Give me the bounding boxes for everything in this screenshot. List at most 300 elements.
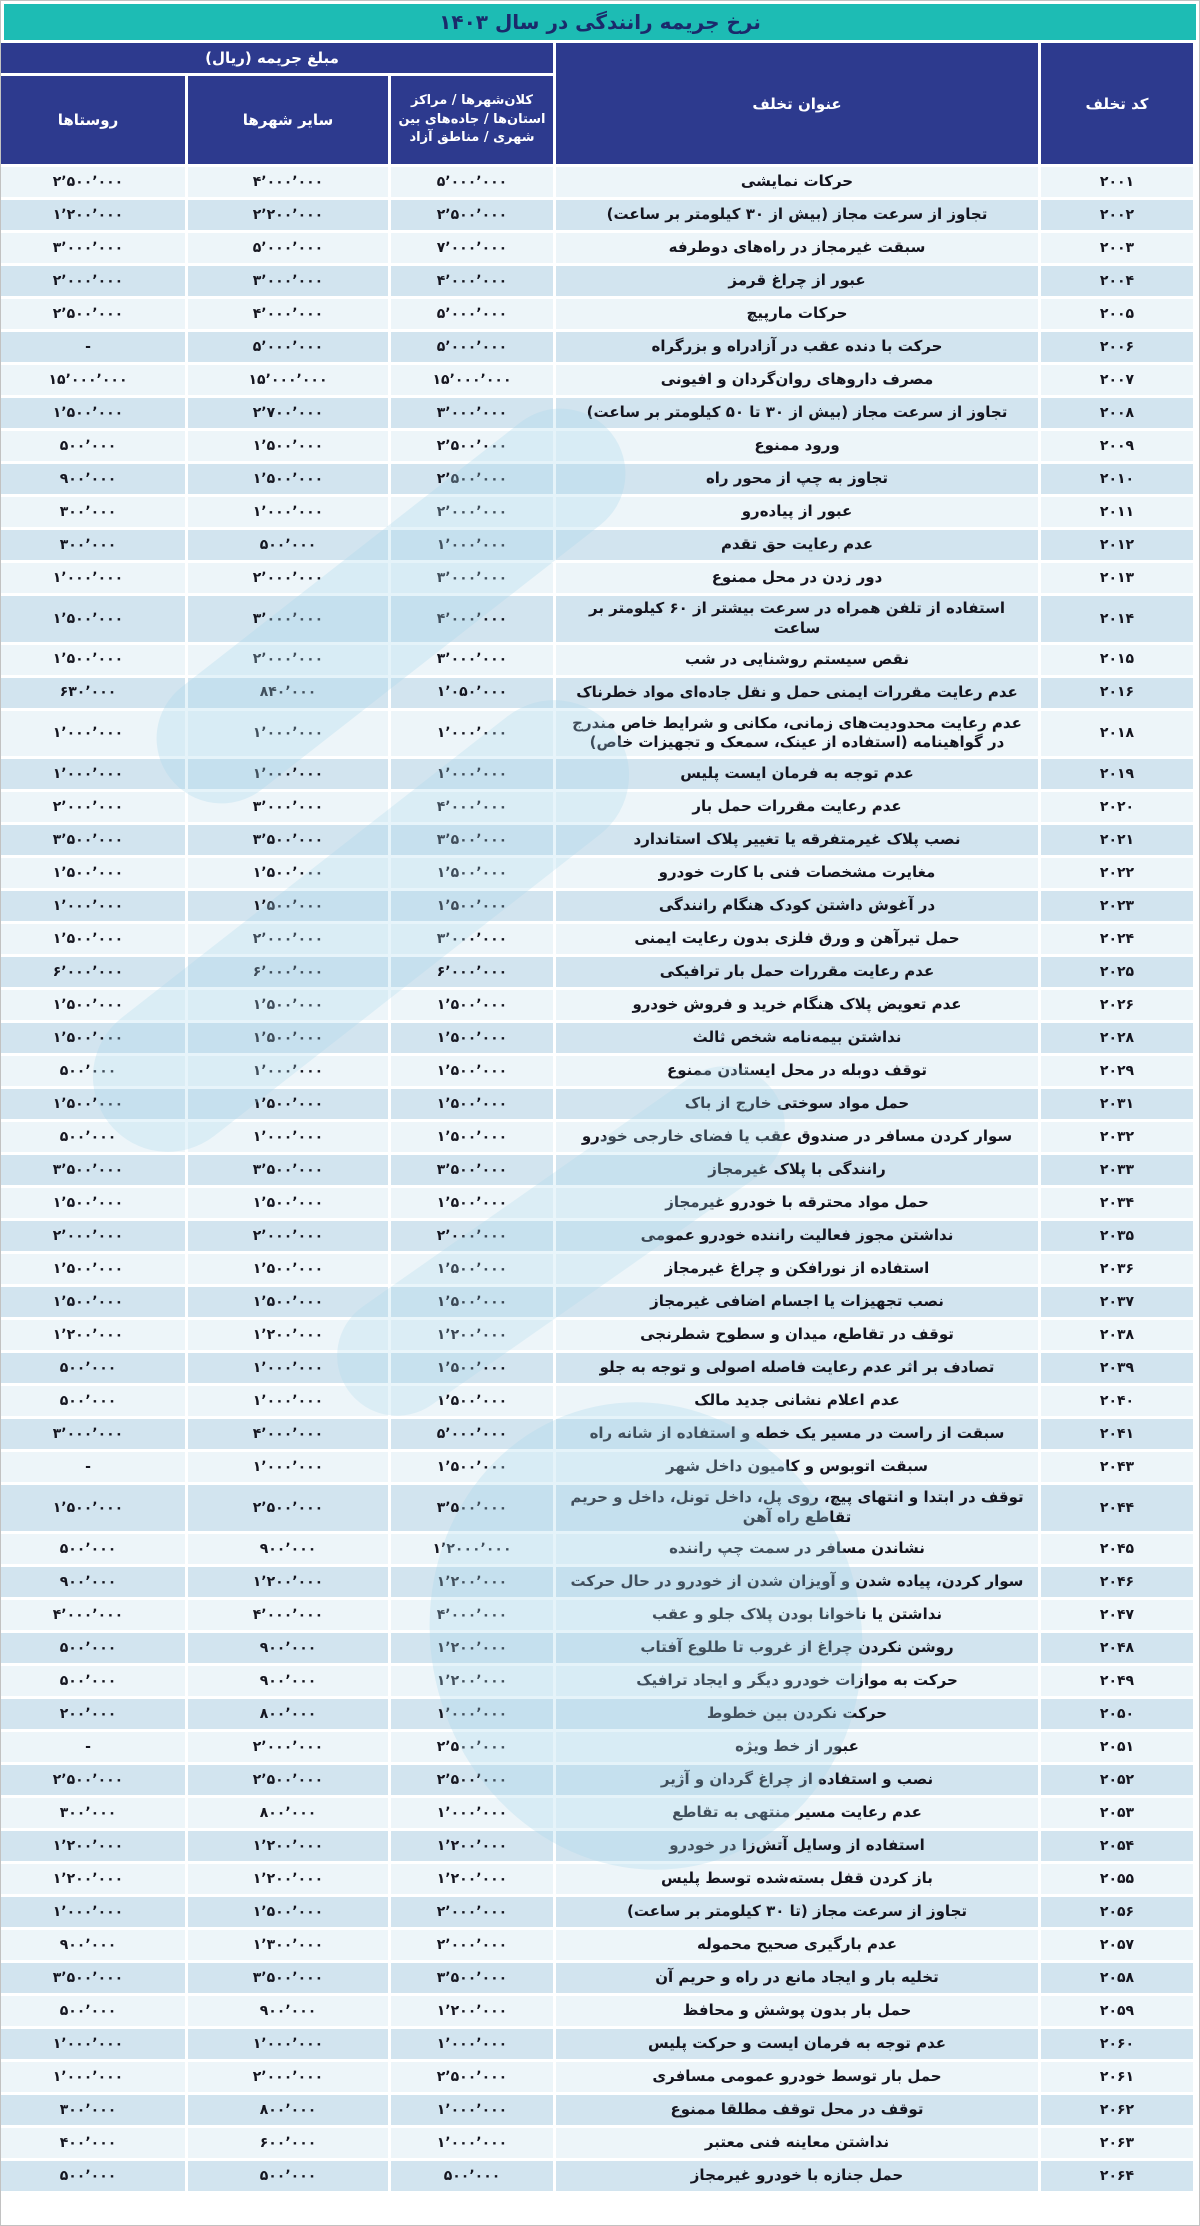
violation-title-cell: عدم تعویض پلاک هنگام خرید و فروش خودرو: [556, 990, 1038, 1020]
fine-villages-cell: ۱٬۰۰۰٬۰۰۰: [0, 563, 185, 593]
fine-metro-cell: ۱٬۵۰۰٬۰۰۰: [391, 1056, 553, 1086]
table-row: [0, 1765, 1193, 1795]
violation-code-cell: ۲۰۶۳: [1041, 2128, 1193, 2158]
violation-code-cell: ۲۰۵۸: [1041, 1963, 1193, 1993]
fine-villages-cell: ۲٬۵۰۰٬۰۰۰: [0, 167, 185, 197]
fine-metro-cell: ۱٬۰۵۰٬۰۰۰: [391, 678, 553, 708]
fine-villages-cell: ۱٬۰۰۰٬۰۰۰: [0, 1897, 185, 1927]
fine-other-cities-cell: ۱٬۰۰۰٬۰۰۰: [188, 2029, 388, 2059]
table-row: [0, 200, 1193, 230]
table-row: [0, 1732, 1193, 1762]
violation-code-cell: ۲۰۱۲: [1041, 530, 1193, 560]
fine-villages-cell: ۵۰۰٬۰۰۰: [0, 1996, 185, 2026]
violation-code-cell: ۲۰۲۵: [1041, 957, 1193, 987]
fine-other-cities-cell: ۵۰۰٬۰۰۰: [188, 2161, 388, 2191]
table-row: [0, 2095, 1193, 2125]
fine-villages-cell: ۱٬۵۰۰٬۰۰۰: [0, 1188, 185, 1218]
violation-title-cell: تخلیه بار و ایجاد مانع در راه و حریم آن: [556, 1963, 1038, 1993]
violation-code-cell: ۲۰۵۳: [1041, 1798, 1193, 1828]
violation-title-cell: سوار کردن مسافر در صندوق عقب یا فضای خارجی خودرو: [556, 1122, 1038, 1152]
table-row: [0, 1485, 1193, 1531]
fine-metro-cell: ۱٬۵۰۰٬۰۰۰: [391, 1287, 553, 1317]
fine-metro-cell: ۱٬۲۰۰٬۰۰۰: [391, 1567, 553, 1597]
fine-other-cities-cell: ۲٬۰۰۰٬۰۰۰: [188, 645, 388, 675]
table-row: [0, 233, 1193, 263]
fine-other-cities-cell: ۲٬۰۰۰٬۰۰۰: [188, 1221, 388, 1251]
table-header: [0, 43, 1193, 164]
fine-other-cities-cell: ۲٬۵۰۰٬۰۰۰: [188, 1485, 388, 1531]
fine-other-cities-cell: ۲٬۰۰۰٬۰۰۰: [188, 2062, 388, 2092]
fine-villages-cell: ۳٬۰۰۰٬۰۰۰: [0, 233, 185, 263]
violation-title-cell: رانندگی با پلاک غیرمجاز: [556, 1155, 1038, 1185]
table-row: [0, 792, 1193, 822]
table-row: [0, 1089, 1193, 1119]
violation-code-cell: ۲۰۶۲: [1041, 2095, 1193, 2125]
fines-table-body: [0, 167, 1193, 2191]
violation-code-cell: ۲۰۴۹: [1041, 1666, 1193, 1696]
table-row: [0, 1320, 1193, 1350]
fine-other-cities-cell: ۱٬۳۰۰٬۰۰۰: [188, 1930, 388, 1960]
violation-title-cell: نصب و استفاده از چراغ گردان و آژیر: [556, 1765, 1038, 1795]
violation-code-cell: ۲۰۰۱: [1041, 167, 1193, 197]
table-row: [0, 1600, 1193, 1630]
fine-metro-cell: ۱٬۰۰۰٬۰۰۰: [391, 530, 553, 560]
violation-code-cell: ۲۰۳۴: [1041, 1188, 1193, 1218]
table-row: [0, 1452, 1193, 1482]
fine-villages-cell: ۲٬۵۰۰٬۰۰۰: [0, 1765, 185, 1795]
table-row: [0, 759, 1193, 789]
page-title-bar: [4, 4, 1196, 40]
fine-villages-cell: ۵۰۰٬۰۰۰: [0, 1122, 185, 1152]
fine-metro-cell: ۳٬۵۰۰٬۰۰۰: [391, 1485, 553, 1531]
table-row: [0, 2029, 1193, 2059]
table-row: [0, 1633, 1193, 1663]
table-row: [0, 398, 1193, 428]
fine-metro-cell: ۵٬۰۰۰٬۰۰۰: [391, 1419, 553, 1449]
violation-code-cell: ۲۰۶۴: [1041, 2161, 1193, 2191]
violation-code-cell: ۲۰۲۴: [1041, 924, 1193, 954]
violation-code-cell: ۲۰۱۴: [1041, 596, 1193, 642]
violation-code-cell: ۲۰۲۶: [1041, 990, 1193, 1020]
table-row: [0, 299, 1193, 329]
fine-metro-cell: ۳٬۰۰۰٬۰۰۰: [391, 924, 553, 954]
fine-other-cities-cell: ۱٬۰۰۰٬۰۰۰: [188, 711, 388, 757]
fine-other-cities-cell: ۱٬۵۰۰٬۰۰۰: [188, 858, 388, 888]
fine-villages-cell: ۱٬۵۰۰٬۰۰۰: [0, 858, 185, 888]
fine-metro-cell: ۲٬۵۰۰٬۰۰۰: [391, 200, 553, 230]
violation-title-cell: عبور از خط ویژه: [556, 1732, 1038, 1762]
violation-title-cell: نداشتن بیمه‌نامه شخص ثالث: [556, 1023, 1038, 1053]
fine-metro-cell: ۲٬۵۰۰٬۰۰۰: [391, 431, 553, 461]
fine-other-cities-cell: ۲٬۲۰۰٬۰۰۰: [188, 200, 388, 230]
violation-code-cell: ۲۰۰۳: [1041, 233, 1193, 263]
table-row: [0, 1699, 1193, 1729]
fine-other-cities-cell: ۸۰۰٬۰۰۰: [188, 2095, 388, 2125]
violation-title-cell: عدم رعایت حق تقدم: [556, 530, 1038, 560]
fine-other-cities-cell: ۱٬۲۰۰٬۰۰۰: [188, 1320, 388, 1350]
fine-other-cities-cell: ۴٬۰۰۰٬۰۰۰: [188, 167, 388, 197]
table-row: [0, 497, 1193, 527]
table-row: [0, 563, 1193, 593]
violation-title-cell: عدم توجه به فرمان ایست و حرکت پلیس: [556, 2029, 1038, 2059]
violation-title-cell: حمل تیرآهن و ورق فلزی بدون رعایت ایمنی: [556, 924, 1038, 954]
violation-code-cell: ۲۰۶۱: [1041, 2062, 1193, 2092]
fine-metro-cell: ۱۵٬۰۰۰٬۰۰۰: [391, 365, 553, 395]
table-row: [0, 1287, 1193, 1317]
violation-title-cell: عدم رعایت مقررات حمل بار ترافیکی: [556, 957, 1038, 987]
violation-title-cell: تصادف بر اثر عدم رعایت فاصله اصولی و توجه به جلو: [556, 1353, 1038, 1383]
fine-other-cities-cell: ۲٬۰۰۰٬۰۰۰: [188, 563, 388, 593]
fine-metro-cell: ۱٬۵۰۰٬۰۰۰: [391, 1122, 553, 1152]
fine-metro-cell: ۱٬۲۰۰٬۰۰۰: [391, 1831, 553, 1861]
table-row: [0, 365, 1193, 395]
fine-other-cities-cell: ۹۰۰٬۰۰۰: [188, 1996, 388, 2026]
fine-other-cities-cell: ۳٬۰۰۰٬۰۰۰: [188, 596, 388, 642]
fine-villages-cell: ۱٬۲۰۰٬۰۰۰: [0, 200, 185, 230]
violation-code-cell: ۲۰۴۸: [1041, 1633, 1193, 1663]
table-row: [0, 1666, 1193, 1696]
violation-title-cell: عدم اعلام نشانی جدید مالک: [556, 1386, 1038, 1416]
table-row: [0, 266, 1193, 296]
violation-code-cell: ۲۰۳۵: [1041, 1221, 1193, 1251]
violation-code-cell: ۲۰۴۴: [1041, 1485, 1193, 1531]
fine-villages-cell: ۳٬۵۰۰٬۰۰۰: [0, 1155, 185, 1185]
table-row: [0, 1930, 1193, 1960]
violation-code-cell: ۲۰۳۷: [1041, 1287, 1193, 1317]
violation-title-cell: توقف در تقاطع، میدان و سطوح شطرنجی: [556, 1320, 1038, 1350]
violation-title-cell: استفاده از تلفن همراه در سرعت بیشتر از ۶۰ کیلومتر بر ساعت: [556, 596, 1038, 642]
fine-villages-cell: ۳۰۰٬۰۰۰: [0, 497, 185, 527]
table-row: [0, 1188, 1193, 1218]
violation-title-cell: حرکات نمایشی: [556, 167, 1038, 197]
fine-metro-cell: ۱٬۲۰۰۰٬۰۰۰: [391, 1534, 553, 1564]
fine-villages-cell: -: [0, 1452, 185, 1482]
fine-other-cities-cell: ۱٬۵۰۰٬۰۰۰: [188, 1188, 388, 1218]
violation-title-cell: دور زدن در محل ممنوع: [556, 563, 1038, 593]
fine-other-cities-cell: ۹۰۰٬۰۰۰: [188, 1666, 388, 1696]
violation-title-cell: سبقت از راست در مسیر یک خطه و استفاده از شانه راه: [556, 1419, 1038, 1449]
violation-title-cell: نصب تجهیزات یا اجسام اضافی غیرمجاز: [556, 1287, 1038, 1317]
table-row: [0, 2161, 1193, 2191]
fine-villages-cell: ۳۰۰٬۰۰۰: [0, 1798, 185, 1828]
violation-code-cell: ۲۰۵۲: [1041, 1765, 1193, 1795]
fine-villages-cell: ۳۰۰٬۰۰۰: [0, 530, 185, 560]
violation-title-cell: عدم بارگیری صحیح محموله: [556, 1930, 1038, 1960]
violation-code-cell: ۲۰۱۹: [1041, 759, 1193, 789]
fine-metro-cell: ۱٬۵۰۰٬۰۰۰: [391, 1254, 553, 1284]
violation-code-cell: ۲۰۰۸: [1041, 398, 1193, 428]
fine-villages-cell: ۱٬۵۰۰٬۰۰۰: [0, 645, 185, 675]
violation-code-cell: ۲۰۰۲: [1041, 200, 1193, 230]
column-header-villages: روستاها: [0, 76, 185, 164]
fine-metro-cell: ۳٬۰۰۰٬۰۰۰: [391, 398, 553, 428]
fine-other-cities-cell: ۱٬۲۰۰٬۰۰۰: [188, 1864, 388, 1894]
violation-code-cell: ۲۰۳۳: [1041, 1155, 1193, 1185]
fine-metro-cell: ۴٬۰۰۰٬۰۰۰: [391, 792, 553, 822]
violation-title-cell: عدم رعایت مقررات ایمنی حمل و نقل جاده‌ای مواد خطرناک: [556, 678, 1038, 708]
fine-villages-cell: ۳۰۰٬۰۰۰: [0, 2095, 185, 2125]
fine-metro-cell: ۶٬۰۰۰٬۰۰۰: [391, 957, 553, 987]
violation-title-cell: عدم رعایت مقررات حمل بار: [556, 792, 1038, 822]
violation-code-cell: ۲۰۲۹: [1041, 1056, 1193, 1086]
violation-title-cell: نداشتن یا ناخوانا بودن پلاک جلو و عقب: [556, 1600, 1038, 1630]
fine-other-cities-cell: ۴٬۰۰۰٬۰۰۰: [188, 1419, 388, 1449]
table-row: [0, 332, 1193, 362]
violation-code-cell: ۲۰۴۳: [1041, 1452, 1193, 1482]
violation-code-cell: ۲۰۳۲: [1041, 1122, 1193, 1152]
violation-title-cell: سبقت اتوبوس و کامیون داخل شهر: [556, 1452, 1038, 1482]
fine-villages-cell: ۹۰۰٬۰۰۰: [0, 1567, 185, 1597]
fine-metro-cell: ۵٬۰۰۰٬۰۰۰: [391, 332, 553, 362]
violation-code-cell: ۲۰۴۵: [1041, 1534, 1193, 1564]
fine-villages-cell: ۱٬۵۰۰٬۰۰۰: [0, 924, 185, 954]
table-row: [0, 678, 1193, 708]
violation-code-cell: ۲۰۴۰: [1041, 1386, 1193, 1416]
fine-villages-cell: ۲٬۰۰۰٬۰۰۰: [0, 266, 185, 296]
fine-metro-cell: ۱٬۵۰۰٬۰۰۰: [391, 891, 553, 921]
fine-metro-cell: ۱٬۰۰۰٬۰۰۰: [391, 2095, 553, 2125]
fine-metro-cell: ۳٬۵۰۰٬۰۰۰: [391, 1963, 553, 1993]
violation-title-cell: تجاوز از سرعت مجاز (بیش از ۳۰ کیلومتر بر ساعت): [556, 200, 1038, 230]
fine-metro-cell: ۲٬۵۰۰٬۰۰۰: [391, 2062, 553, 2092]
fine-other-cities-cell: ۵٬۰۰۰٬۰۰۰: [188, 332, 388, 362]
violation-title-cell: تجاوز از سرعت مجاز (تا ۳۰ کیلومتر بر ساعت): [556, 1897, 1038, 1927]
fine-other-cities-cell: ۱٬۵۰۰٬۰۰۰: [188, 891, 388, 921]
fine-villages-cell: ۳٬۰۰۰٬۰۰۰: [0, 1419, 185, 1449]
fine-villages-cell: ۱٬۲۰۰٬۰۰۰: [0, 1831, 185, 1861]
fine-other-cities-cell: ۱٬۵۰۰٬۰۰۰: [188, 1089, 388, 1119]
violation-title-cell: در آغوش داشتن کودک هنگام رانندگی: [556, 891, 1038, 921]
fine-metro-cell: ۱٬۵۰۰٬۰۰۰: [391, 1386, 553, 1416]
fine-metro-cell: ۱٬۰۰۰٬۰۰۰: [391, 1798, 553, 1828]
fine-villages-cell: ۱٬۵۰۰٬۰۰۰: [0, 1485, 185, 1531]
fine-other-cities-cell: ۴٬۰۰۰٬۰۰۰: [188, 1600, 388, 1630]
fine-villages-cell: ۱٬۰۰۰٬۰۰۰: [0, 2029, 185, 2059]
violation-code-cell: ۲۰۵۴: [1041, 1831, 1193, 1861]
column-header-metro-areas: کلان‌شهرها / مراکز استان‌ها / جاده‌های بین شهری / مناطق آزاد: [391, 76, 553, 164]
table-row: [0, 596, 1193, 642]
violation-title-cell: استفاده از نورافکن و چراغ غیرمجاز: [556, 1254, 1038, 1284]
fine-other-cities-cell: ۵۰۰٬۰۰۰: [188, 530, 388, 560]
violation-title-cell: عدم توجه به فرمان ایست پلیس: [556, 759, 1038, 789]
table-row: [0, 891, 1193, 921]
violation-title-cell: سبقت غیرمجاز در راه‌های دوطرفه: [556, 233, 1038, 263]
fine-other-cities-cell: ۳٬۵۰۰٬۰۰۰: [188, 1963, 388, 1993]
violation-code-cell: ۲۰۴۷: [1041, 1600, 1193, 1630]
table-row: [0, 1419, 1193, 1449]
table-row: [0, 645, 1193, 675]
violation-code-cell: ۲۰۲۳: [1041, 891, 1193, 921]
violation-title-cell: روشن نکردن چراغ از غروب تا طلوع آفتاب: [556, 1633, 1038, 1663]
violation-title-cell: استفاده از وسایل آتش‌زا در خودرو: [556, 1831, 1038, 1861]
fine-villages-cell: ۶٬۰۰۰٬۰۰۰: [0, 957, 185, 987]
fine-villages-cell: ۵۰۰٬۰۰۰: [0, 1534, 185, 1564]
violation-title-cell: عبور از چراغ قرمز: [556, 266, 1038, 296]
fine-other-cities-cell: ۱٬۰۰۰٬۰۰۰: [188, 1386, 388, 1416]
fine-metro-cell: ۱٬۵۰۰٬۰۰۰: [391, 1452, 553, 1482]
fine-villages-cell: ۹۰۰٬۰۰۰: [0, 464, 185, 494]
table-row: [0, 1122, 1193, 1152]
violation-title-cell: سوار کردن، پیاده شدن و آویزان شدن از خودرو در حال حرکت: [556, 1567, 1038, 1597]
fine-other-cities-cell: ۲٬۰۰۰٬۰۰۰: [188, 1732, 388, 1762]
table-row: [0, 711, 1193, 757]
fine-villages-cell: ۱٬۵۰۰٬۰۰۰: [0, 990, 185, 1020]
fine-other-cities-cell: ۱٬۵۰۰٬۰۰۰: [188, 1023, 388, 1053]
fine-other-cities-cell: ۳٬۵۰۰٬۰۰۰: [188, 825, 388, 855]
fine-villages-cell: -: [0, 332, 185, 362]
violation-code-cell: ۲۰۲۲: [1041, 858, 1193, 888]
violation-code-cell: ۲۰۵۹: [1041, 1996, 1193, 2026]
fine-metro-cell: ۴٬۰۰۰٬۰۰۰: [391, 266, 553, 296]
fine-metro-cell: ۳٬۰۰۰٬۰۰۰: [391, 645, 553, 675]
fine-other-cities-cell: ۹۰۰٬۰۰۰: [188, 1534, 388, 1564]
table-row: [0, 924, 1193, 954]
table-row: [0, 464, 1193, 494]
violation-title-cell: تجاوز به چپ از محور راه: [556, 464, 1038, 494]
fine-metro-cell: ۲٬۵۰۰٬۰۰۰: [391, 1765, 553, 1795]
fine-other-cities-cell: ۱٬۵۰۰٬۰۰۰: [188, 431, 388, 461]
violation-title-cell: توقف در ابتدا و انتهای پیچ، روی پل، داخل تونل، داخل و حریم تقاطع راه آهن: [556, 1485, 1038, 1531]
table-row: [0, 431, 1193, 461]
fine-villages-cell: ۱٬۰۰۰٬۰۰۰: [0, 711, 185, 757]
violation-title-cell: عدم رعایت مسیر منتهی به تقاطع: [556, 1798, 1038, 1828]
fine-other-cities-cell: ۱٬۵۰۰٬۰۰۰: [188, 1287, 388, 1317]
fine-other-cities-cell: ۲٬۷۰۰٬۰۰۰: [188, 398, 388, 428]
fine-villages-cell: ۱٬۵۰۰٬۰۰۰: [0, 398, 185, 428]
table-row: [0, 1534, 1193, 1564]
fine-villages-cell: ۱۵٬۰۰۰٬۰۰۰: [0, 365, 185, 395]
violation-code-cell: ۲۰۰۷: [1041, 365, 1193, 395]
fine-villages-cell: ۲٬۰۰۰٬۰۰۰: [0, 1221, 185, 1251]
violation-code-cell: ۲۰۵۷: [1041, 1930, 1193, 1960]
fine-villages-cell: ۵۰۰٬۰۰۰: [0, 1633, 185, 1663]
fine-villages-cell: ۱٬۰۰۰٬۰۰۰: [0, 2062, 185, 2092]
fine-other-cities-cell: ۲٬۵۰۰٬۰۰۰: [188, 1765, 388, 1795]
table-row: [0, 2062, 1193, 2092]
table-row: [0, 1897, 1193, 1927]
violation-title-cell: حمل بار توسط خودرو عمومی مسافری: [556, 2062, 1038, 2092]
violation-code-cell: ۲۰۰۶: [1041, 332, 1193, 362]
table-row: [0, 167, 1193, 197]
violation-title-cell: حمل مواد محترقه با خودرو غیرمجاز: [556, 1188, 1038, 1218]
fine-metro-cell: ۱٬۲۰۰٬۰۰۰: [391, 1996, 553, 2026]
table-row: [0, 1864, 1193, 1894]
fine-metro-cell: ۱٬۵۰۰٬۰۰۰: [391, 1023, 553, 1053]
fine-metro-cell: ۳٬۵۰۰٬۰۰۰: [391, 825, 553, 855]
fine-villages-cell: ۱٬۰۰۰٬۰۰۰: [0, 891, 185, 921]
fine-villages-cell: ۱٬۲۰۰٬۰۰۰: [0, 1320, 185, 1350]
violation-code-cell: ۲۰۳۶: [1041, 1254, 1193, 1284]
fine-villages-cell: ۱٬۵۰۰٬۰۰۰: [0, 1023, 185, 1053]
violation-code-cell: ۲۰۱۶: [1041, 678, 1193, 708]
fine-villages-cell: ۵۰۰٬۰۰۰: [0, 1666, 185, 1696]
fine-metro-cell: ۳٬۰۰۰٬۰۰۰: [391, 563, 553, 593]
fine-villages-cell: ۵۰۰٬۰۰۰: [0, 2161, 185, 2191]
fine-metro-cell: ۲٬۰۰۰٬۰۰۰: [391, 497, 553, 527]
violation-title-cell: نداشتن مجوز فعالیت راننده خودرو عمومی: [556, 1221, 1038, 1251]
fine-metro-cell: ۲٬۵۰۰٬۰۰۰: [391, 1732, 553, 1762]
violation-code-cell: ۲۰۲۸: [1041, 1023, 1193, 1053]
fine-metro-cell: ۱٬۰۰۰٬۰۰۰: [391, 759, 553, 789]
table-row: [0, 1221, 1193, 1251]
fine-other-cities-cell: ۳٬۰۰۰٬۰۰۰: [188, 266, 388, 296]
fine-metro-cell: ۱٬۵۰۰٬۰۰۰: [391, 1188, 553, 1218]
violation-title-cell: حرکت با دنده عقب در آزادراه و بزرگراه: [556, 332, 1038, 362]
fine-metro-cell: ۱٬۲۰۰٬۰۰۰: [391, 1864, 553, 1894]
fine-other-cities-cell: ۸۰۰٬۰۰۰: [188, 1798, 388, 1828]
violation-code-cell: ۲۰۱۳: [1041, 563, 1193, 593]
fine-villages-cell: ۲۰۰٬۰۰۰: [0, 1699, 185, 1729]
violation-code-cell: ۲۰۰۴: [1041, 266, 1193, 296]
fine-villages-cell: ۳٬۵۰۰٬۰۰۰: [0, 825, 185, 855]
violation-code-cell: ۲۰۵۶: [1041, 1897, 1193, 1927]
column-header-violation-code: کد تخلف: [1041, 43, 1193, 164]
fine-metro-cell: ۵٬۰۰۰٬۰۰۰: [391, 167, 553, 197]
violation-code-cell: ۲۰۲۱: [1041, 825, 1193, 855]
table-row: [0, 1353, 1193, 1383]
fine-metro-cell: ۵٬۰۰۰٬۰۰۰: [391, 299, 553, 329]
fine-metro-cell: ۱٬۰۰۰٬۰۰۰: [391, 711, 553, 757]
violation-title-cell: مغایرت مشخصات فنی با کارت خودرو: [556, 858, 1038, 888]
violation-code-cell: ۲۰۶۰: [1041, 2029, 1193, 2059]
fine-metro-cell: ۱٬۰۰۰٬۰۰۰: [391, 1699, 553, 1729]
fine-villages-cell: ۵۰۰٬۰۰۰: [0, 1353, 185, 1383]
fine-villages-cell: ۴۰۰٬۰۰۰: [0, 2128, 185, 2158]
fine-metro-cell: ۲٬۰۰۰٬۰۰۰: [391, 1897, 553, 1927]
fine-metro-cell: ۱٬۵۰۰٬۰۰۰: [391, 1089, 553, 1119]
violation-title-cell: حرکت نکردن بین خطوط: [556, 1699, 1038, 1729]
violation-title-cell: نصب پلاک غیرمتفرقه یا تغییر پلاک استاندارد: [556, 825, 1038, 855]
column-header-amount-group: مبلغ جریمه (ریال): [0, 43, 553, 73]
fine-metro-cell: ۱٬۰۰۰٬۰۰۰: [391, 2128, 553, 2158]
violation-code-cell: ۲۰۳۱: [1041, 1089, 1193, 1119]
violation-title-cell: مصرف داروهای روان‌گردان و افیونی: [556, 365, 1038, 395]
fine-other-cities-cell: ۱٬۰۰۰٬۰۰۰: [188, 1122, 388, 1152]
fine-other-cities-cell: ۱٬۰۰۰٬۰۰۰: [188, 1353, 388, 1383]
fine-villages-cell: ۲٬۵۰۰٬۰۰۰: [0, 299, 185, 329]
fine-other-cities-cell: ۱٬۰۰۰٬۰۰۰: [188, 1056, 388, 1086]
fine-villages-cell: ۲٬۰۰۰٬۰۰۰: [0, 792, 185, 822]
fine-other-cities-cell: ۱٬۲۰۰٬۰۰۰: [188, 1831, 388, 1861]
violation-code-cell: ۲۰۰۵: [1041, 299, 1193, 329]
fine-villages-cell: ۱٬۵۰۰٬۰۰۰: [0, 596, 185, 642]
fine-other-cities-cell: ۶۰۰٬۰۰۰: [188, 2128, 388, 2158]
fine-villages-cell: ۱٬۲۰۰٬۰۰۰: [0, 1864, 185, 1894]
table-row: [0, 825, 1193, 855]
fine-other-cities-cell: ۱۵٬۰۰۰٬۰۰۰: [188, 365, 388, 395]
table-row: [0, 1254, 1193, 1284]
fine-metro-cell: ۴٬۰۰۰٬۰۰۰: [391, 1600, 553, 1630]
violation-title-cell: حرکات مارپیچ: [556, 299, 1038, 329]
table-row: [0, 957, 1193, 987]
table-row: [0, 858, 1193, 888]
column-header-violation-title: عنوان تخلف: [556, 43, 1038, 164]
fine-other-cities-cell: ۱٬۰۰۰٬۰۰۰: [188, 1452, 388, 1482]
violation-code-cell: ۲۰۵۵: [1041, 1864, 1193, 1894]
fine-villages-cell: ۹۰۰٬۰۰۰: [0, 1930, 185, 1960]
fine-other-cities-cell: ۱٬۰۰۰٬۰۰۰: [188, 497, 388, 527]
fine-metro-cell: ۱٬۲۰۰٬۰۰۰: [391, 1666, 553, 1696]
violation-title-cell: نشاندن مسافر در سمت چپ راننده: [556, 1534, 1038, 1564]
fine-metro-cell: ۱٬۵۰۰٬۰۰۰: [391, 990, 553, 1020]
fine-other-cities-cell: ۱٬۵۰۰٬۰۰۰: [188, 1254, 388, 1284]
table-row: [0, 1963, 1193, 1993]
fine-metro-cell: ۷٬۰۰۰٬۰۰۰: [391, 233, 553, 263]
fine-metro-cell: ۴٬۰۰۰٬۰۰۰: [391, 596, 553, 642]
violation-title-cell: عدم رعایت محدودیت‌های زمانی، مکانی و شرایط خاص مندرج در گواهینامه (استفاده از عینک، سمعک و تجهیزات خاص): [556, 711, 1038, 757]
table-row: [0, 1386, 1193, 1416]
fine-villages-cell: ۵۰۰٬۰۰۰: [0, 431, 185, 461]
